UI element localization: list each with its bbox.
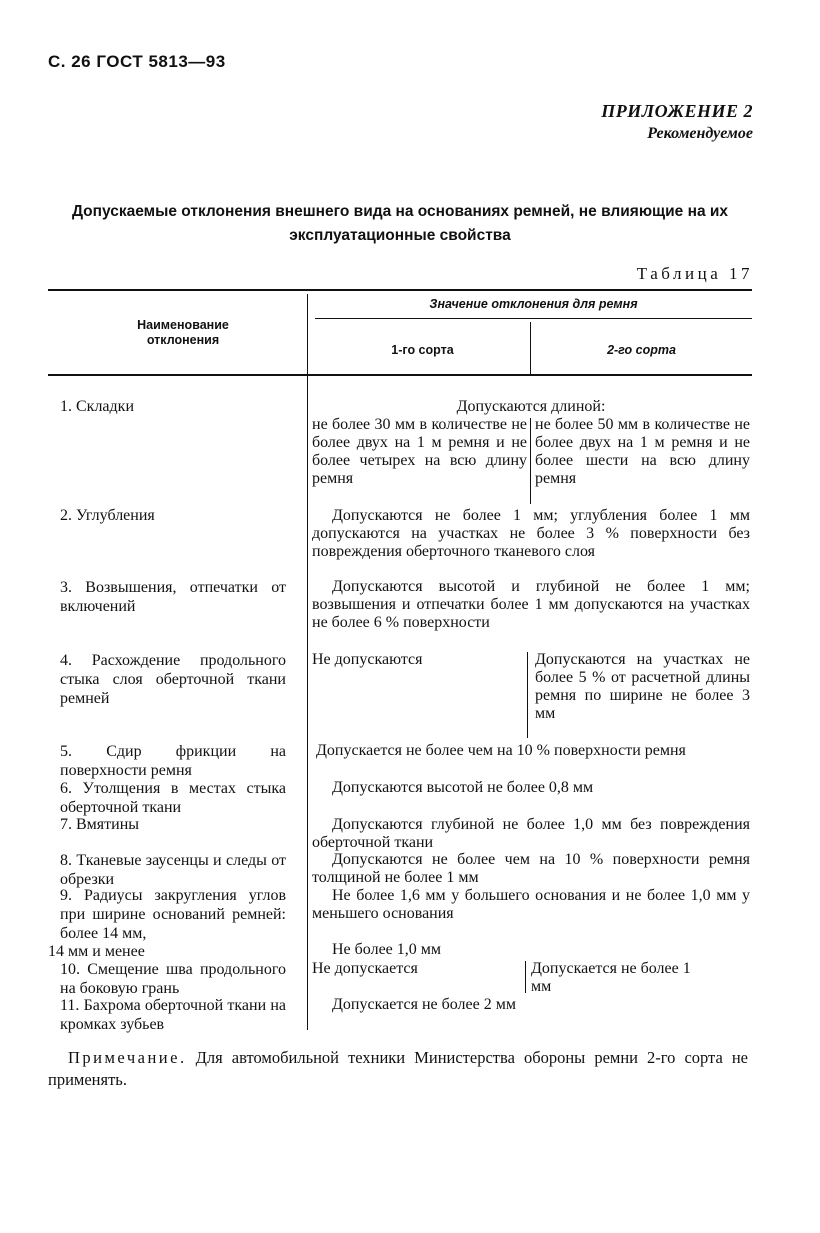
row-grade2: не более 50 мм в количестве не более двух на 1 м ремня и не более шести на всю длину ремня [535,416,750,487]
row-grade1: Не допускаются [312,651,423,668]
row-name [48,851,286,889]
name-column-divider [307,294,308,1030]
row-value: Допускаются глубиной не более 1,0 мм без повреждения оберточной ткани [312,816,750,851]
grade-divider [525,961,526,993]
row-name-text: 10. Смещение шва продольного на боковую грань [60,961,286,997]
row-name [48,578,286,616]
document-title: Допускаемые отклонения внешнего вида на основаниях ремней, не влияющие на их эксплуатационные свойства [71,203,729,244]
table-number: Таблица 17 [636,264,753,283]
table-note [48,1047,748,1091]
row-name-text: 3. Возвышения, отпечатки от включений [60,579,286,615]
row-name [48,506,286,525]
row-name [48,742,286,780]
header-grade1: 1-го сорта [391,343,454,357]
row-name [48,886,286,943]
header-value-group: Значение отклонения для ремня [429,297,638,311]
row-name-text: 2. Углубления [60,507,155,524]
recommended-label: Рекомендуемое [647,125,753,142]
note-text: Для автомобильной техники Министерства обороны ремни 2-го сорта не применять. [48,1048,749,1089]
row-grade2: Допускается не более 1 мм [531,960,691,995]
row-grade2: Допускаются на участках не более 5 % от расчетной длины ремня по ширине не более 3 мм [535,651,750,722]
row-value: Не более 1,6 мм у большего основания и не более 1,0 мм у меньшего основания [312,887,750,922]
row-name [48,960,286,998]
row-value: Допускаются не более чем на 10 % поверхности ремня толщиной не более 1 мм [312,851,750,886]
row-name-text: 11. Бахрома оберточной ткани на кромках зубьев [60,997,286,1033]
row-name-text: 14 мм и менее [48,943,145,960]
table-top-rule [48,289,752,291]
row-value: Допускаются высотой не более 0,8 мм [332,779,594,796]
row-grade1: не более 30 мм в количестве не более двух на 1 м ремня и не более четырех на всю длину ремня [312,416,527,487]
header-grade2: 2-го сорта [607,343,676,357]
row-name-text: 7. Вмятины [60,816,140,833]
header-name: Наименование отклонения [137,318,229,347]
grade-divider [530,418,531,504]
row-name-text: 8. Тканевые заусенцы и следы от обрезки [60,852,286,888]
row-value: Допускается не более 2 мм [332,996,516,1013]
row-name [48,397,286,416]
row-name [48,942,286,961]
row-value: Допускаются высотой и глубиной не более 1 мм; возвышения и отпечатки более 1 мм допускаются на участках не более 6 % поверхности [312,578,750,631]
page-header: С. 26 ГОСТ 5813—93 [48,52,226,71]
row-name-text: 1. Складки [60,398,135,415]
row-name [48,651,286,708]
row-name-text: 9. Радиусы закругления углов при ширине оснований ремней: более 14 мм, [60,887,286,942]
row-value: Допускается не более чем на 10 % поверхности ремня [316,742,686,759]
row-value: Допускаются длиной: [456,398,606,415]
row-value: Не более 1,0 мм [332,941,442,958]
row-name [48,996,286,1034]
header-group-rule [315,318,752,319]
row-name [48,815,286,834]
row-name-text: 5. Сдир фрикции на поверхности ремня [60,743,286,779]
grade-divider [527,652,528,738]
row-value: Допускаются не более 1 мм; углубления более 1 мм допускаются на участках не более 3 % поверхности без повреждения оберточного тканевого слоя [312,507,750,560]
note-label: Примечание. [68,1048,187,1067]
row-name-text: 6. Утолщения в местах стыка оберточной ткани [60,780,286,816]
row-grade1: Не допускается [312,960,418,977]
header-bottom-rule [48,374,752,376]
row-name-text: 4. Расхождение продольного стыка слоя оберточной ткани ремней [60,652,286,707]
appendix-label: ПРИЛОЖЕНИЕ 2 [601,101,753,121]
row-name [48,779,286,817]
